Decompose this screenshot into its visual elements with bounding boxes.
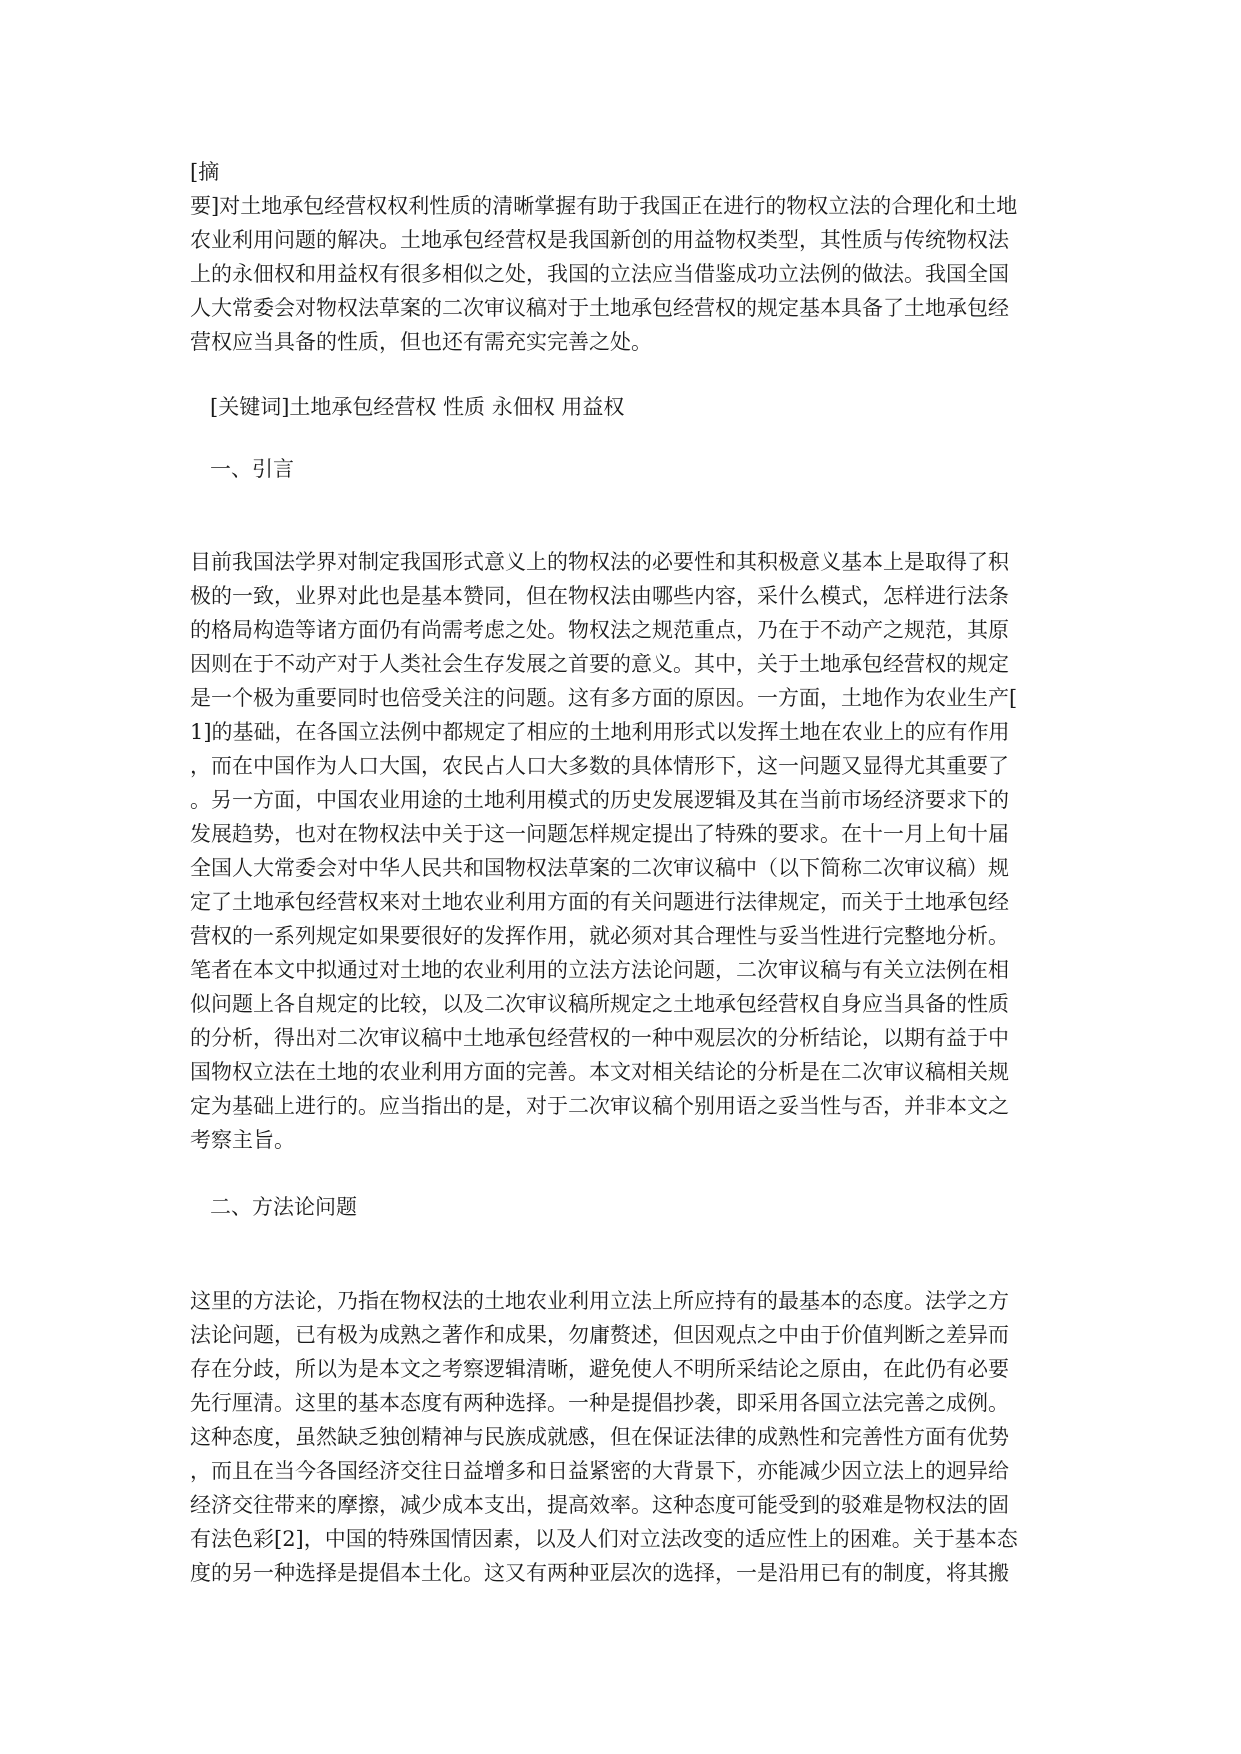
body-line: 考察主旨。 (190, 1128, 295, 1152)
abstract-line: 上的永佃权和用益权有很多相似之处，我国的立法应当借鉴成功立法例的做法。我国全国 (190, 262, 1009, 286)
body-line: 定了土地承包经营权来对土地农业利用方面的有关问题进行法律规定，而关于土地承包经 (190, 890, 1009, 914)
body-line: 因则在于不动产对于人类社会生存发展之首要的意义。其中，关于土地承包经营权的规定 (190, 652, 1009, 676)
body-line: 有法色彩[2]，中国的特殊国情因素，以及人们对立法改变的适应性上的困难。关于基本态 (190, 1527, 1018, 1551)
body-line: 1]的基础，在各国立法例中都规定了相应的土地利用形式以发挥土地在农业上的应有作用 (190, 720, 1010, 744)
body-line: 的格局构造等诸方面仍有尚需考虑之处。物权法之规范重点，乃在于不动产之规范，其原 (190, 618, 1009, 642)
body-line: 极的一致，业界对此也是基本赞同，但在物权法由哪些内容，采什么模式，怎样进行法条 (190, 584, 1009, 608)
body-line: 经济交往带来的摩擦，减少成本支出，提高效率。这种态度可能受到的驳难是物权法的固 (190, 1493, 1009, 1517)
body-line: 先行厘清。这里的基本态度有两种选择。一种是提倡抄袭，即采用各国立法完善之成例。 (190, 1391, 1009, 1415)
abstract-line: [摘 (190, 160, 220, 184)
body-line: 。另一方面，中国农业用途的土地利用模式的历史发展逻辑及其在当前市场经济要求下的 (190, 788, 1009, 812)
body-line: 笔者在本文中拟通过对土地的农业利用的立法方法论问题，二次审议稿与有关立法例在相 (190, 958, 1009, 982)
body-line: 似问题上各自规定的比较，以及二次审议稿所规定之土地承包经营权自身应当具备的性质 (190, 992, 1009, 1016)
abstract-line: 农业利用问题的解决。土地承包经营权是我国新创的用益物权类型，其性质与传统物权法 (190, 228, 1009, 252)
introduction-paragraph (190, 545, 1065, 1157)
body-line: ，而在中国作为人口大国，农民占人口大多数的具体情形下，这一问题又显得尤其重要了 (190, 754, 1009, 778)
body-line: 这里的方法论，乃指在物权法的土地农业利用立法上所应持有的最基本的态度。法学之方 (190, 1289, 1009, 1313)
abstract-line: 营权应当具备的性质，但也还有需充实完善之处。 (190, 330, 652, 354)
section-heading-methodology: 二、方法论问题 (210, 1195, 357, 1219)
abstract-line: 人大常委会对物权法草案的二次审议稿对于土地承包经营权的规定基本具备了土地承包经 (190, 296, 1009, 320)
body-line: 国物权立法在土地的农业利用方面的完善。本文对相关结论的分析是在二次审议稿相关规 (190, 1060, 1009, 1084)
body-line: 营权的一系列规定如果要很好的发挥作用，就必须对其合理性与妥当性进行完整地分析。 (190, 924, 1009, 948)
body-line: 存在分歧，所以为是本文之考察逻辑清晰，避免使人不明所采结论之原由，在此仍有必要 (190, 1357, 1009, 1381)
methodology-paragraph (190, 1284, 1065, 1590)
body-line: 是一个极为重要同时也倍受关注的问题。这有多方面的原因。一方面，土地作为农业生产[ (190, 686, 1018, 710)
abstract-line: 要]对土地承包经营权权利性质的清晰掌握有助于我国正在进行的物权立法的合理化和土地 (190, 194, 1018, 218)
section-heading-introduction: 一、引言 (210, 457, 294, 481)
body-line: 全国人大常委会对中华人民共和国物权法草案的二次审议稿中（以下简称二次审议稿）规 (190, 856, 1009, 880)
body-line: 发展趋势，也对在物权法中关于这一问题怎样规定提出了特殊的要求。在十一月上旬十届 (190, 822, 1009, 846)
abstract-paragraph (190, 155, 1065, 359)
body-line: 定为基础上进行的。应当指出的是，对于二次审议稿个别用语之妥当性与否，并非本文之 (190, 1094, 1009, 1118)
keywords-line: [关键词]土地承包经营权 性质 永佃权 用益权 (210, 395, 625, 419)
body-line: ，而且在当今各国经济交往日益增多和日益紧密的大背景下，亦能减少因立法上的迥异给 (190, 1459, 1009, 1483)
body-line: 法论问题，已有极为成熟之著作和成果，勿庸赘述，但因观点之中由于价值判断之差异而 (190, 1323, 1009, 1347)
body-line: 目前我国法学界对制定我国形式意义上的物权法的必要性和其积极意义基本上是取得了积 (190, 550, 1009, 574)
body-line: 的分析，得出对二次审议稿中土地承包经营权的一种中观层次的分析结论，以期有益于中 (190, 1026, 1009, 1050)
body-line: 这种态度，虽然缺乏独创精神与民族成就感，但在保证法律的成熟性和完善性方面有优势 (190, 1425, 1009, 1449)
body-line: 度的另一种选择是提倡本土化。这又有两种亚层次的选择，一是沿用已有的制度，将其搬 (190, 1561, 1009, 1585)
